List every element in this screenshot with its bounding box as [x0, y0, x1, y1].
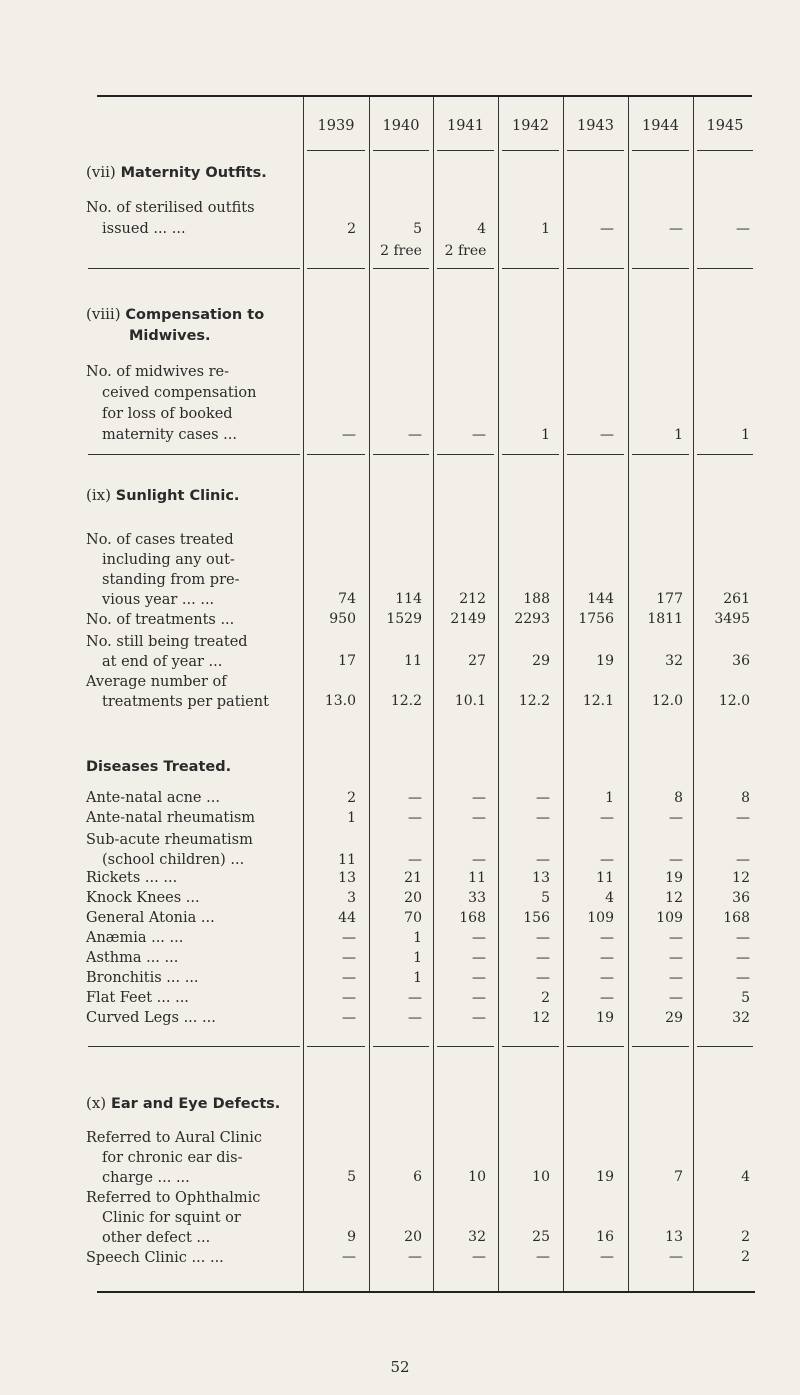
header-underline: [697, 150, 753, 151]
table-cell: —: [736, 950, 750, 966]
header-underline: [632, 150, 689, 151]
label-line: vious year ... ...: [102, 592, 215, 608]
table-cell: —: [342, 427, 356, 443]
table-cell: —: [342, 990, 356, 1006]
label-line: No. of cases treated: [86, 532, 234, 548]
table-cell: —: [408, 1249, 422, 1265]
table-cell: —: [536, 970, 550, 986]
label-line: No. of midwives re-: [86, 364, 230, 380]
table-cell: 12.1: [582, 693, 614, 709]
table-cell: 1: [541, 427, 550, 443]
table-cell: 109: [656, 910, 683, 926]
label-line: Flat Feet ... ...: [86, 990, 189, 1006]
row-label: [86, 831, 253, 870]
table-cell: 13.0: [324, 693, 356, 709]
table-cell: —: [408, 851, 422, 868]
table-cell: —: [669, 1249, 683, 1265]
table-cell: 20: [404, 1229, 422, 1245]
table-cell: 1: [541, 221, 550, 237]
table-cell: —: [669, 990, 683, 1006]
label-line: maternity cases ...: [102, 427, 238, 443]
compensation-row-label: [86, 362, 256, 446]
table-cell: —: [669, 950, 683, 966]
table-cell: —: [408, 1010, 422, 1026]
table-cell: 16: [596, 1229, 614, 1245]
table-cell: —: [736, 810, 750, 826]
row-label: [86, 1188, 260, 1248]
table-cell: 12: [665, 890, 683, 906]
table-cell: 7: [674, 1169, 683, 1185]
table-cell: —: [472, 1249, 486, 1265]
label-line: Referred to Ophthalmic: [86, 1190, 261, 1206]
section-maternity-heading: [86, 163, 267, 181]
section-prefix: (vii): [86, 163, 116, 181]
section-prefix: (x): [86, 1094, 107, 1112]
table-cell: —: [342, 1010, 356, 1026]
table-cell: —: [408, 790, 422, 806]
table-cell: 27: [468, 653, 486, 669]
section-separator-cell: [632, 454, 689, 455]
row-label: [86, 632, 248, 672]
year-header-cell: 1939: [317, 118, 355, 134]
label-line: for loss of booked: [102, 406, 233, 422]
table-cell: 5: [541, 890, 550, 906]
label-line: Knock Knees ...: [86, 890, 200, 906]
section-title: Diseases Treated.: [86, 759, 232, 775]
label-line: standing from pre-: [102, 572, 240, 588]
table-cell: 2149: [450, 611, 486, 627]
table-cell: 144: [587, 591, 614, 607]
table-cell: —: [472, 427, 486, 443]
section-separator-cell: [632, 268, 689, 269]
table-cell: —: [736, 221, 750, 237]
section-separator-cell: [373, 268, 429, 269]
table-cell: 168: [723, 910, 750, 926]
table-cell: 13: [532, 870, 550, 886]
table-cell: 32: [732, 1010, 750, 1026]
table-cell: —: [536, 790, 550, 806]
table-cell: —: [736, 930, 750, 946]
table-cell: 12.2: [390, 693, 422, 709]
label-line: Ante-natal rheumatism: [86, 810, 256, 826]
table-cell: 1: [741, 427, 750, 443]
table-cell: 10.1: [454, 693, 486, 709]
label-line: Referred to Aural Clinic: [86, 1130, 263, 1146]
table-cell: 114: [395, 591, 422, 607]
label-line: Average number of: [86, 674, 227, 690]
table-cell: 12.0: [718, 693, 750, 709]
table-cell: 2: [347, 790, 356, 806]
label-line: including any out-: [102, 552, 235, 568]
table-cell: 5: [413, 221, 422, 237]
table-cell: —: [669, 810, 683, 826]
label-line: Anæmia ... ...: [86, 930, 184, 946]
header-underline: [307, 150, 365, 151]
table-cell: —: [736, 851, 750, 868]
table-cell: 6: [413, 1169, 422, 1185]
year-header-cell: 1944: [642, 118, 679, 134]
table-cell: 10: [532, 1169, 550, 1185]
table-cell: 12.0: [651, 693, 683, 709]
row-label: [86, 610, 234, 630]
section-title: Maternity Outfits.: [120, 165, 267, 181]
page-number: 52: [390, 1358, 410, 1376]
label-line: Clinic for squint or: [102, 1210, 241, 1226]
table-cell: 21: [404, 870, 422, 886]
table-cell: —: [472, 851, 486, 868]
table-cell: 1: [347, 810, 356, 826]
year-header-cell: 1941: [447, 118, 484, 134]
label-line: treatments per patient: [102, 694, 269, 710]
label-line: for chronic ear dis-: [102, 1150, 243, 1166]
section-prefix: (ix): [86, 486, 111, 504]
row-label: [86, 530, 239, 610]
table-cell: 2: [741, 1229, 750, 1245]
section-title-line: Compensation to: [125, 307, 265, 323]
table-cell: 8: [741, 790, 750, 806]
table-cell: 3: [347, 890, 356, 906]
table-cell: 36: [732, 890, 750, 906]
table-cell: 1: [674, 427, 683, 443]
section-separator-cell: [502, 454, 559, 455]
table-cell: 29: [665, 1010, 683, 1026]
table-cell: —: [472, 810, 486, 826]
label-line: charge ... ...: [102, 1170, 190, 1186]
table-cell: —: [600, 950, 614, 966]
section-separator-cell: [373, 454, 429, 455]
row-label: [86, 949, 178, 969]
table-cell: —: [669, 851, 683, 868]
row-label: [86, 889, 200, 909]
label-line: Curved Legs ... ...: [86, 1010, 216, 1026]
table-cell: —: [600, 810, 614, 826]
table-cell: 19: [665, 870, 683, 886]
free-note: 2 free: [444, 243, 487, 259]
row-label: [86, 989, 189, 1009]
table-cell: 261: [723, 591, 750, 607]
label-line: No. of treatments ...: [86, 612, 235, 628]
bottom-rule: [97, 1291, 755, 1293]
section-separator-cell: [567, 454, 624, 455]
table-cell: —: [600, 970, 614, 986]
table-cell: 11: [596, 870, 614, 886]
table-cell: 70: [404, 910, 422, 926]
table-cell: 17: [338, 653, 356, 669]
table-cell: —: [472, 930, 486, 946]
table-cell: —: [736, 970, 750, 986]
table-cell: —: [342, 930, 356, 946]
table-cell: 32: [665, 653, 683, 669]
table-cell: 12: [732, 870, 750, 886]
section-separator-cell: [373, 1046, 429, 1047]
table-cell: 11: [404, 653, 422, 669]
table-cell: 1811: [647, 611, 683, 627]
table-cell: 109: [587, 910, 614, 926]
section-separator-cell: [567, 1046, 624, 1047]
row-label: [86, 1128, 262, 1188]
table-cell: 5: [741, 990, 750, 1006]
table-cell: 11: [338, 851, 356, 868]
table-cell: —: [600, 427, 614, 443]
header-underline: [567, 150, 624, 151]
table-cell: 2: [347, 221, 356, 237]
free-note: 2 free: [380, 243, 422, 259]
table-cell: —: [472, 950, 486, 966]
section-separator-cell: [307, 268, 365, 269]
table-cell: 12.2: [518, 693, 550, 709]
table-cell: 20: [404, 890, 422, 906]
table-cell: 10: [468, 1169, 486, 1185]
table-cell: 44: [338, 910, 356, 926]
section-separator-cell: [697, 1046, 753, 1047]
year-header-cell: 1942: [512, 118, 549, 134]
row-label: [86, 909, 215, 929]
table-cell: —: [669, 930, 683, 946]
table-cell: 1: [413, 970, 422, 986]
section-separator-cell: [437, 1046, 494, 1047]
table-cell: —: [600, 1249, 614, 1265]
table-cell: —: [408, 810, 422, 826]
table-cell: —: [408, 990, 422, 1006]
section-separator-cell: [502, 268, 559, 269]
row-label: [86, 869, 177, 889]
table-cell: 29: [532, 653, 550, 669]
section-separator-cell: [632, 1046, 689, 1047]
table-cell: —: [600, 990, 614, 1006]
header-underline: [502, 150, 559, 151]
table-cell: —: [472, 990, 486, 1006]
section-separator-cell: [307, 454, 365, 455]
table-cell: —: [342, 970, 356, 986]
table-cell: 19: [596, 1169, 614, 1185]
table-cell: 19: [596, 653, 614, 669]
table-cell: 4: [605, 890, 614, 906]
table-cell: 1756: [578, 611, 614, 627]
table-cell: 3495: [714, 611, 750, 627]
table-cell: 2: [541, 990, 550, 1006]
table-cell: 950: [329, 611, 356, 627]
table-cell: 5: [347, 1169, 356, 1185]
label-line: at end of year ...: [102, 654, 223, 670]
table-cell: —: [408, 427, 422, 443]
table-cell: 13: [665, 1229, 683, 1245]
table-cell: —: [472, 790, 486, 806]
label-line: No. still being treated: [86, 634, 248, 650]
table-cell: 8: [674, 790, 683, 806]
table-cell: 33: [468, 890, 486, 906]
table-cell: —: [536, 810, 550, 826]
table-cell: 12: [532, 1010, 550, 1026]
table-cell: 4: [741, 1169, 750, 1185]
row-label: [86, 1248, 224, 1268]
label-line: Rickets ... ...: [86, 870, 178, 886]
top-rule: [97, 95, 752, 97]
row-label: [86, 672, 269, 712]
section-sunlight-heading: [86, 486, 239, 504]
section-separator-label: [88, 268, 300, 269]
table-cell: —: [536, 851, 550, 868]
table-cell: —: [342, 950, 356, 966]
section-separator-cell: [697, 454, 753, 455]
row-label: [86, 1009, 216, 1029]
table-cell: 1529: [386, 611, 422, 627]
label-line: (school children) ...: [102, 851, 245, 868]
row-label: [86, 789, 220, 809]
table-cell: 9: [347, 1229, 356, 1245]
section-prefix: (viii): [86, 305, 121, 323]
table-cell: 1: [605, 790, 614, 806]
label-line: Bronchitis ... ...: [86, 970, 199, 986]
label-line: Ante-natal acne ...: [86, 790, 220, 806]
header-underline: [437, 150, 494, 151]
table-cell: 168: [459, 910, 486, 926]
table-cell: —: [536, 930, 550, 946]
section-separator-cell: [697, 268, 753, 269]
table-cell: —: [536, 950, 550, 966]
section-title: Sunlight Clinic.: [115, 488, 240, 504]
year-header-cell: 1940: [382, 118, 420, 134]
table-cell: 177: [656, 591, 683, 607]
section-diseases-heading: [86, 757, 231, 775]
table-cell: 25: [532, 1229, 550, 1245]
section-separator-cell: [307, 1046, 365, 1047]
table-cell: 74: [338, 591, 356, 607]
label-line: Sub-acute rheumatism: [86, 832, 253, 848]
section-separator-cell: [502, 1046, 559, 1047]
table-cell: 212: [459, 591, 486, 607]
table-cell: 36: [732, 653, 750, 669]
table-cell: —: [472, 1010, 486, 1026]
table-cell: 188: [523, 591, 550, 607]
table-cell: 1: [413, 950, 422, 966]
row-label: [86, 809, 255, 829]
section-separator-cell: [567, 268, 624, 269]
row-label: [86, 929, 183, 949]
label-line: issued ... ...: [102, 221, 186, 237]
table-cell: 2: [741, 1249, 750, 1265]
header-underline: [373, 150, 429, 151]
table-cell: —: [536, 1249, 550, 1265]
table-cell: —: [600, 221, 614, 237]
label-line: General Atonia ...: [86, 910, 215, 926]
section-separator-cell: [437, 454, 494, 455]
label-line: ceived compensation: [102, 385, 257, 401]
table-cell: 2293: [514, 611, 550, 627]
table-cell: 32: [468, 1229, 486, 1245]
table-cell: —: [600, 851, 614, 868]
table-cell: 1: [413, 930, 422, 946]
table-cell: 4: [477, 221, 486, 237]
section-separator-cell: [437, 268, 494, 269]
section-separator-label: [88, 1046, 300, 1047]
section-ear-eye-heading: [86, 1094, 280, 1112]
section-title: Ear and Eye Defects.: [110, 1096, 281, 1112]
year-header-cell: 1945: [706, 118, 744, 134]
table-cell: —: [669, 970, 683, 986]
table-cell: 11: [468, 870, 486, 886]
label-line: Speech Clinic ... ...: [86, 1250, 224, 1266]
label-line: No. of sterilised outfits: [86, 200, 255, 216]
row-label: [86, 969, 199, 989]
section-title-line: Midwives.: [129, 328, 211, 344]
table-cell: 19: [596, 1010, 614, 1026]
label-line: Asthma ... ...: [86, 950, 179, 966]
table-cell: 156: [523, 910, 550, 926]
table-cell: 13: [338, 870, 356, 886]
table-cell: —: [669, 221, 683, 237]
table-cell: —: [600, 930, 614, 946]
maternity-row-label: [86, 198, 255, 240]
table-cell: —: [342, 1249, 356, 1265]
year-header-cell: 1943: [577, 118, 614, 134]
table-cell: —: [472, 970, 486, 986]
label-line: other defect ...: [102, 1230, 211, 1246]
section-separator-label: [88, 454, 300, 455]
section-compensation-heading: [86, 304, 264, 346]
